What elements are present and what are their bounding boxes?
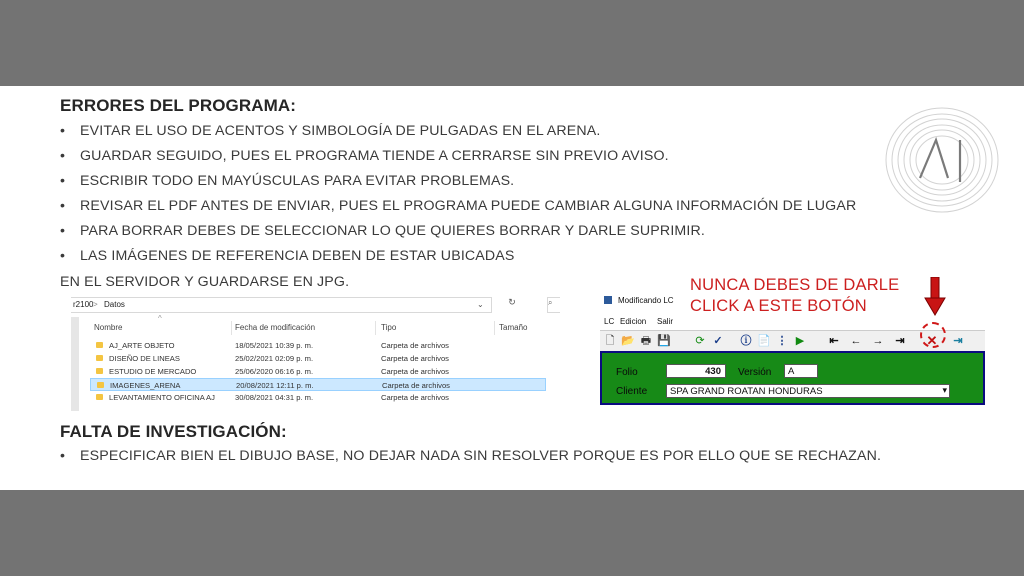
folder-icon: [96, 355, 103, 361]
column-divider[interactable]: [231, 321, 232, 335]
column-header-date[interactable]: Fecha de modificación: [235, 323, 316, 332]
table-row[interactable]: DISEÑO DE LINEAS 25/02/2021 02:09 p. m. Carpeta de archivos: [90, 352, 546, 365]
highlight-circle: [920, 322, 946, 348]
heading-errores: ERRORES DEL PROGRAMA:: [60, 96, 297, 115]
open-folder-icon[interactable]: 📂: [621, 335, 635, 347]
cliente-label: Cliente: [616, 386, 648, 397]
tree-icon[interactable]: ⋮: [776, 335, 788, 347]
column-divider[interactable]: [494, 321, 495, 335]
record-form: [600, 351, 985, 405]
list-item: • ESPECIFICAR BIEN EL DIBUJO BASE, NO DEJAR NADA SIN RESOLVER PORQUE ES POR ELLO QUE SE RECHAZAN.: [60, 448, 882, 464]
errors-list: [60, 123, 856, 273]
folio-field[interactable]: 430: [666, 364, 726, 378]
info-icon[interactable]: ⓘ: [740, 335, 752, 347]
folio-label: Folio: [616, 367, 638, 378]
column-header-size[interactable]: Tamaño: [499, 323, 528, 332]
aj-logo-icon: [880, 104, 1000, 216]
list-item: • REVISAR EL PDF ANTES DE ENVIAR, PUES EL PROGRAMA PUEDE CAMBIAR ALGUNA INFORMACIÓN DE LUGAR: [60, 198, 857, 214]
play-icon[interactable]: ▶: [795, 335, 805, 347]
bullet-continuation: EN EL SERVIDOR Y GUARDARSE EN JPG.: [60, 274, 350, 290]
file-explorer: [71, 293, 556, 411]
window-titlebar: Modificando LC: [600, 294, 985, 308]
folder-icon: [96, 342, 103, 348]
preview-icon[interactable]: 📄: [757, 335, 771, 347]
exit-icon[interactable]: ⇥: [953, 335, 963, 347]
nav-pane-edge: [71, 317, 79, 411]
delete-icon[interactable]: ✕: [926, 333, 938, 348]
menu-lc[interactable]: LC: [604, 317, 615, 326]
menu-edicion[interactable]: Edicion: [620, 317, 647, 326]
list-item: • LAS IMÁGENES DE REFERENCIA DEBEN DE ESTAR UBICADAS: [60, 248, 515, 264]
list-item: • GUARDAR SEGUIDO, PUES EL PROGRAMA TIENDE A CERRARSE SIN PREVIO AVISO.: [60, 148, 669, 164]
save-icon[interactable]: 💾: [657, 335, 671, 347]
table-row[interactable]: AJ_ARTE OBJETO 18/05/2021 10:39 p. m. Carpeta de archivos: [90, 339, 546, 352]
cliente-combo[interactable]: SPA GRAND ROATAN HONDURAS ▾: [666, 384, 950, 398]
table-row[interactable]: ESTUDIO DE MERCADO 25/06/2020 06:16 p. m. Carpeta de archivos: [90, 365, 546, 378]
refresh-icon[interactable]: ⟳: [695, 335, 705, 347]
folder-icon: [96, 394, 103, 400]
print-icon[interactable]: 🖶: [640, 335, 652, 347]
table-row[interactable]: LEVANTAMIENTO OFICINA AJ 30/08/2021 04:31 p. m. Carpeta de archivos: [90, 391, 546, 404]
column-header-type[interactable]: Tipo: [381, 323, 397, 332]
list-item: • ESCRIBIR TODO EN MAYÚSCULAS PARA EVITAR PROBLEMAS.: [60, 173, 515, 189]
folder-icon: [97, 382, 104, 388]
version-field[interactable]: A: [784, 364, 818, 378]
check-icon[interactable]: ✓: [713, 335, 723, 347]
menu-salir[interactable]: Salir: [657, 317, 674, 326]
sort-indicator-icon: ^: [158, 314, 162, 323]
warning-annotation: NUNCA DEBES DE DARLE CLICK A ESTE BOTÓN: [690, 276, 900, 315]
chevron-down-icon: ▾: [942, 385, 947, 395]
refresh-icon[interactable]: ↻: [508, 297, 516, 307]
first-record-icon[interactable]: ⇤: [829, 335, 839, 347]
slide: [0, 86, 1024, 490]
search-icon[interactable]: ⌕: [547, 297, 560, 313]
app-icon: [604, 296, 612, 304]
chevron-down-icon[interactable]: ⌄: [477, 300, 484, 309]
list-item: • PARA BORRAR DEBES DE SELECCIONAR LO QUE QUIERES BORRAR Y DARLE SUPRIMIR.: [60, 223, 705, 239]
folder-icon: [96, 368, 103, 374]
heading-investigacion: FALTA DE INVESTIGACIÓN:: [60, 422, 287, 441]
investigation-list: [60, 448, 881, 464]
table-row-selected[interactable]: IMAGENES_ARENA 20/08/2021 12:11 p. m. Carpeta de archivos: [90, 378, 546, 391]
last-record-icon[interactable]: ⇥: [895, 335, 905, 347]
column-divider[interactable]: [375, 321, 376, 335]
address-bar[interactable]: r2100 > Datos ⌄: [71, 297, 492, 313]
prev-record-icon[interactable]: ←: [850, 335, 862, 347]
new-file-icon[interactable]: 🗋: [605, 335, 615, 347]
next-record-icon[interactable]: →: [872, 335, 884, 347]
list-item: • EVITAR EL USO DE ACENTOS Y SIMBOLOGÍA DE PULGADAS EN EL ARENA.: [60, 123, 601, 139]
column-header-name[interactable]: Nombre: [94, 323, 123, 332]
version-label: Versión: [738, 367, 772, 378]
